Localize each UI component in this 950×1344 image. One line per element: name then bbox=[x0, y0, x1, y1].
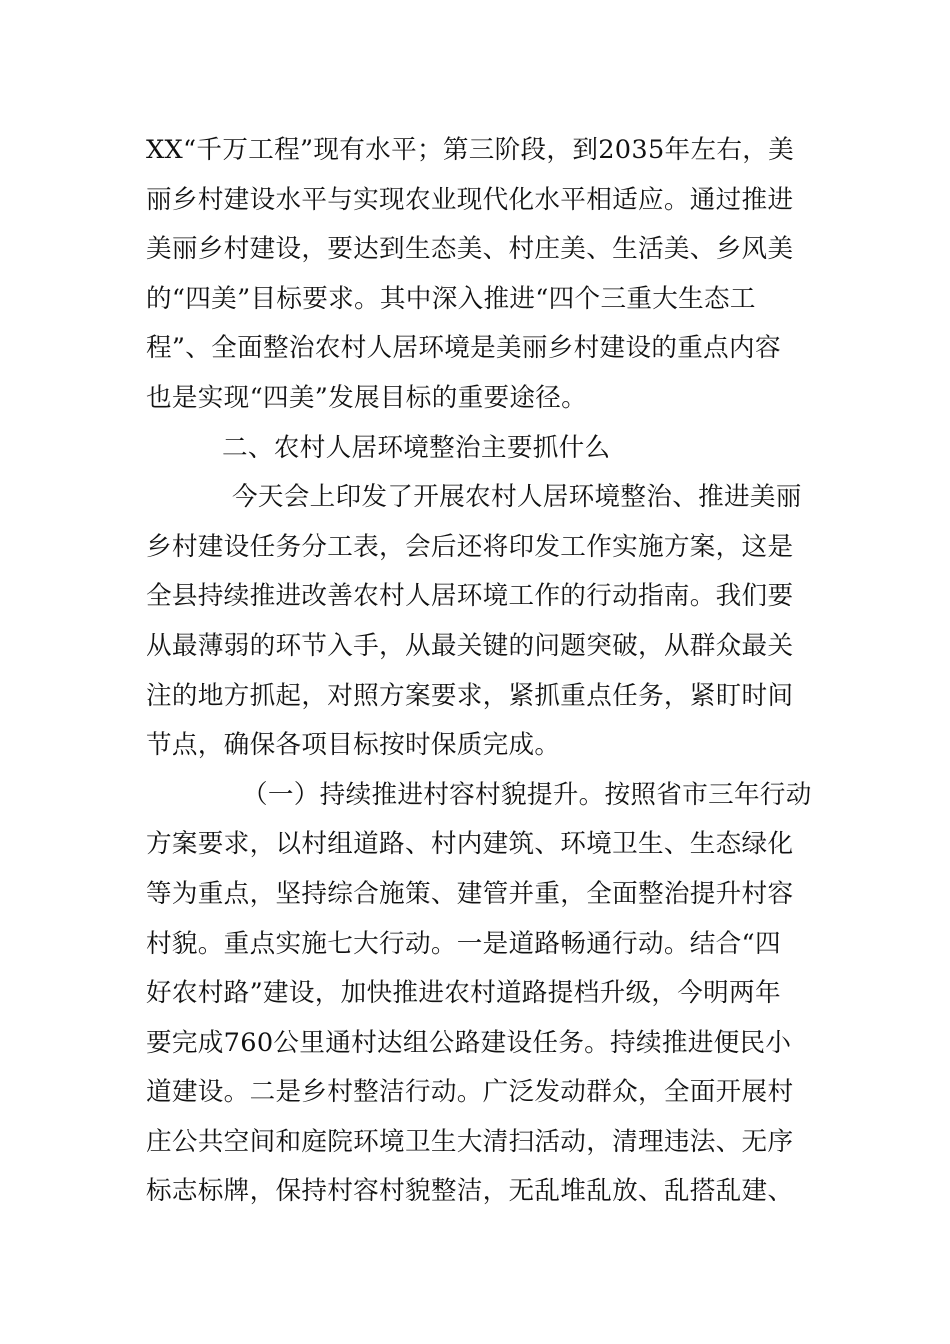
text-line: 今天会上印发了开展农村人居环境整治、推进美丽 bbox=[232, 482, 802, 513]
text-line: 从最薄弱的环节入手，从最关键的问题突破，从群众最关 bbox=[146, 630, 794, 661]
text-line: 道建设。二是乡村整洁行动。广泛发动群众，全面开展村 bbox=[146, 1077, 794, 1108]
text-line: 也是实现“四美”发展目标的重要途径。 bbox=[146, 382, 588, 413]
text-line: 方案要求，以村组道路、村内建筑、环境卫生、生态绿化 bbox=[146, 829, 794, 860]
document-body bbox=[146, 126, 812, 1217]
text-line: 村貌。重点实施七大行动。一是道路畅通行动。结合“四 bbox=[146, 928, 781, 959]
text-line: 的“四美”目标要求。其中深入推进“四个三重大生态工 bbox=[146, 283, 756, 314]
text-line: 标志标牌，保持村容村貌整洁，无乱堆乱放、乱搭乱建、 bbox=[146, 1176, 794, 1207]
subsection-line: （一）持续推进村容村貌提升。按照省市三年行动 bbox=[242, 779, 812, 810]
text-line: 全县持续推进改善农村人居环境工作的行动指南。我们要 bbox=[146, 581, 794, 612]
text-line: 乡村建设任务分工表，会后还将印发工作实施方案，这是 bbox=[146, 531, 794, 562]
section-heading: 二、农村人居环境整治主要抓什么 bbox=[222, 432, 611, 463]
text-line: 要完成760公里通村达组公路建设任务。持续推进便民小 bbox=[146, 1027, 792, 1058]
text-line: 程”、全面整治农村人居环境是美丽乡村建设的重点内容 bbox=[146, 333, 781, 364]
text-line: 庄公共空间和庭院环境卫生大清扫活动，清理违法、无序 bbox=[146, 1126, 794, 1157]
text-line: 注的地方抓起，对照方案要求，紧抓重点任务，紧盯时间 bbox=[146, 680, 794, 711]
text-line: XX“千万工程”现有水平；第三阶段，到2035年左右，美 bbox=[146, 135, 795, 165]
text-line: 好农村路”建设，加快推进农村道路提档升级，今明两年 bbox=[146, 978, 781, 1009]
text-line: 等为重点，坚持综合施策、建管并重，全面整治提升村容 bbox=[146, 878, 794, 909]
text-line: 美丽乡村建设，要达到生态美、村庄美、生活美、乡风美 bbox=[146, 234, 794, 265]
text-line: 节点，确保各项目标按时保质完成。 bbox=[146, 730, 561, 761]
text-line: 丽乡村建设水平与实现农业现代化水平相适应。通过推进 bbox=[146, 184, 794, 215]
